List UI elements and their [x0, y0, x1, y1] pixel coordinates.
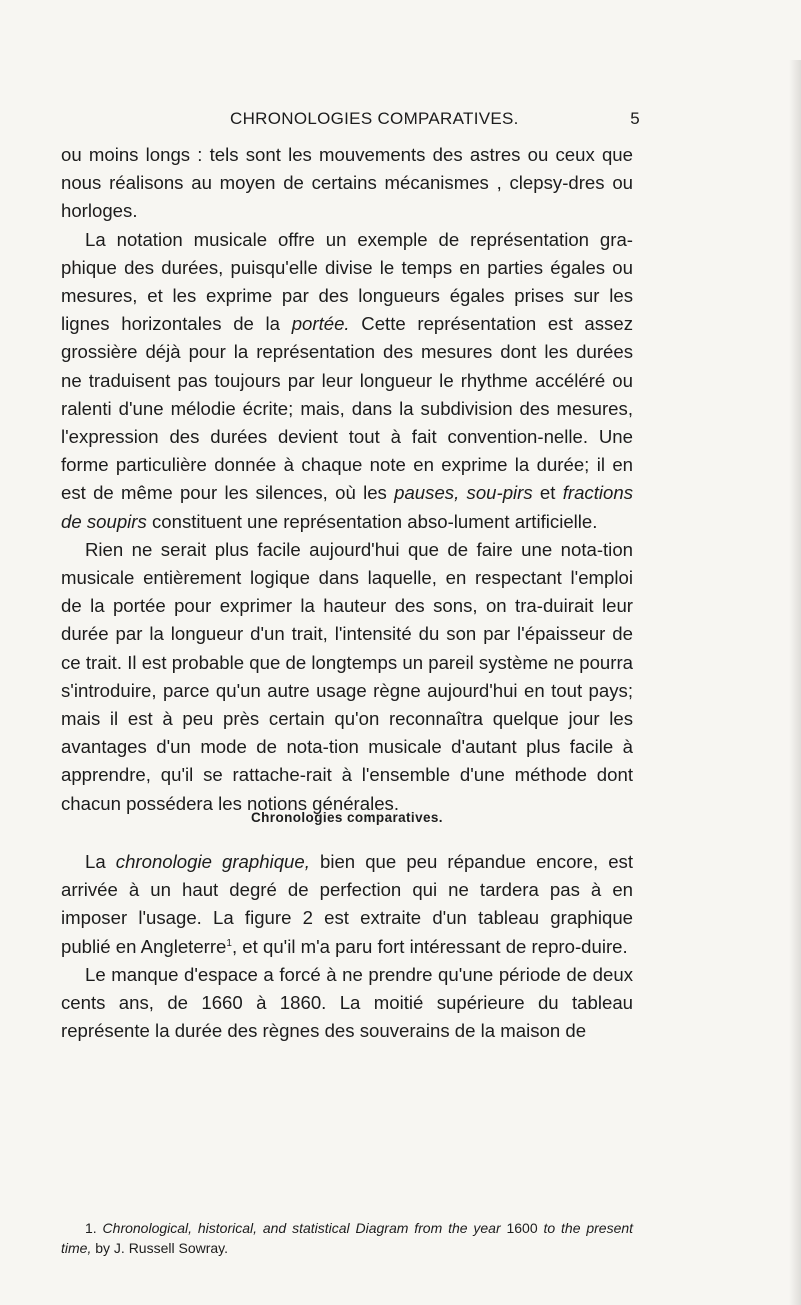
footnote-author: by J. Russell Sowray. — [95, 1240, 229, 1256]
paragraph-2-italic-portee: portée. — [291, 313, 350, 335]
paragraph-4-part-b: bien que peu répandue encore, est arrivée à un haut degré de perfection qui ne tardera pas à en imposer l'usage. La figure 2 est extraite d'un tableau graphique publié en Angleterre — [61, 851, 633, 957]
page-edge-shadow — [789, 60, 801, 1305]
paragraph-5: Le manque d'espace a forcé à ne prendre qu'une période de deux cents ans, de 1660 à 1860. La moitié supérieure du tableau représente la durée des règnes des souverains de la maison de — [61, 963, 633, 1042]
running-header — [60, 109, 640, 133]
footnote-title-end: to the present time, — [61, 1220, 634, 1256]
paragraph-4-part-a: La — [85, 851, 116, 872]
paragraph-2-part-c: et — [532, 482, 563, 504]
paragraph-4-italic: chronologie graphique, — [115, 851, 310, 872]
footnote — [61, 1218, 633, 1258]
paragraph-2 — [61, 226, 633, 536]
paragraph-3: Rien ne serait plus facile aujourd'hui que de faire une nota-tion musicale entièrement logique dans laquelle, en respectant l'emploi de la portée pour exprimer la hauteur des sons, on tra-duirait leur durée par la longueur d'un trait, l'intensité du son par l'épaisseur de ce trait. Il est probable que de longtemps un pareil système ne pourra s'introduire, parce qu'un autre usage règne aujourd'hui en tout pays; mais il est à peu près certain qu'on reconnaîtra quelque jour les avantages d'un mode de nota-tion musicale d'autant plus facile à apprendre, qu'il se rattache-rait à l'ensemble d'une méthode dont chacun possédera les notions générales. — [61, 538, 633, 814]
paragraph-4-part-c: , et qu'il m'a paru fort intéressant de repro-duire. — [231, 935, 628, 957]
paragraph-2-part-d: constituent une représentation abso-lument artificielle. — [146, 510, 598, 532]
footnote-reference[interactable]: 1 — [226, 937, 232, 949]
footnote-year: 1600 — [506, 1220, 538, 1236]
footnote-number: 1. — [85, 1220, 97, 1236]
paragraph-2-part-a: La notation musicale offre un exemple de représentation gra-phique des durées, puisqu'elle divise le temps en parties égales ou mesures, et les exprime par des longueurs égales prises sur les lignes horizontales de la — [61, 228, 633, 335]
paragraph-1: ou moins longs : tels sont les mouvements des astres ou ceux que nous réalisons au moyen de certains mécanismes , clepsy-dres ou horloges. — [61, 144, 633, 222]
running-title: CHRONOLOGIES COMPARATIVES. — [230, 109, 519, 128]
paragraph-2-italic-fractions: fractions de soupirs — [61, 482, 633, 532]
paragraph-2-italic-pauses: pauses, sou-pirs — [394, 482, 533, 504]
body-text-upper — [61, 141, 633, 818]
page-number: 5 — [630, 109, 640, 128]
section-heading: Chronologies comparatives. — [251, 810, 443, 825]
footnote-title: Chronological, historical, and statistical Diagram from the year — [102, 1220, 501, 1236]
paragraph-2-part-b: Cette représentation est assez grossière déjà pour la représentation des mesures dont les durées ne traduisent pas toujours par leur longueur le rhythme accéléré ou ralenti d'une mélodie écrite; mais, dans la subdivision des mesures, l'expression des durées devient tout à fait convention-nelle. Une forme particulière donnée à chaque note en exprime la durée; il en est de même pour les silences, où les — [61, 313, 633, 504]
body-text-lower — [61, 848, 633, 1045]
paragraph-4 — [61, 848, 633, 961]
